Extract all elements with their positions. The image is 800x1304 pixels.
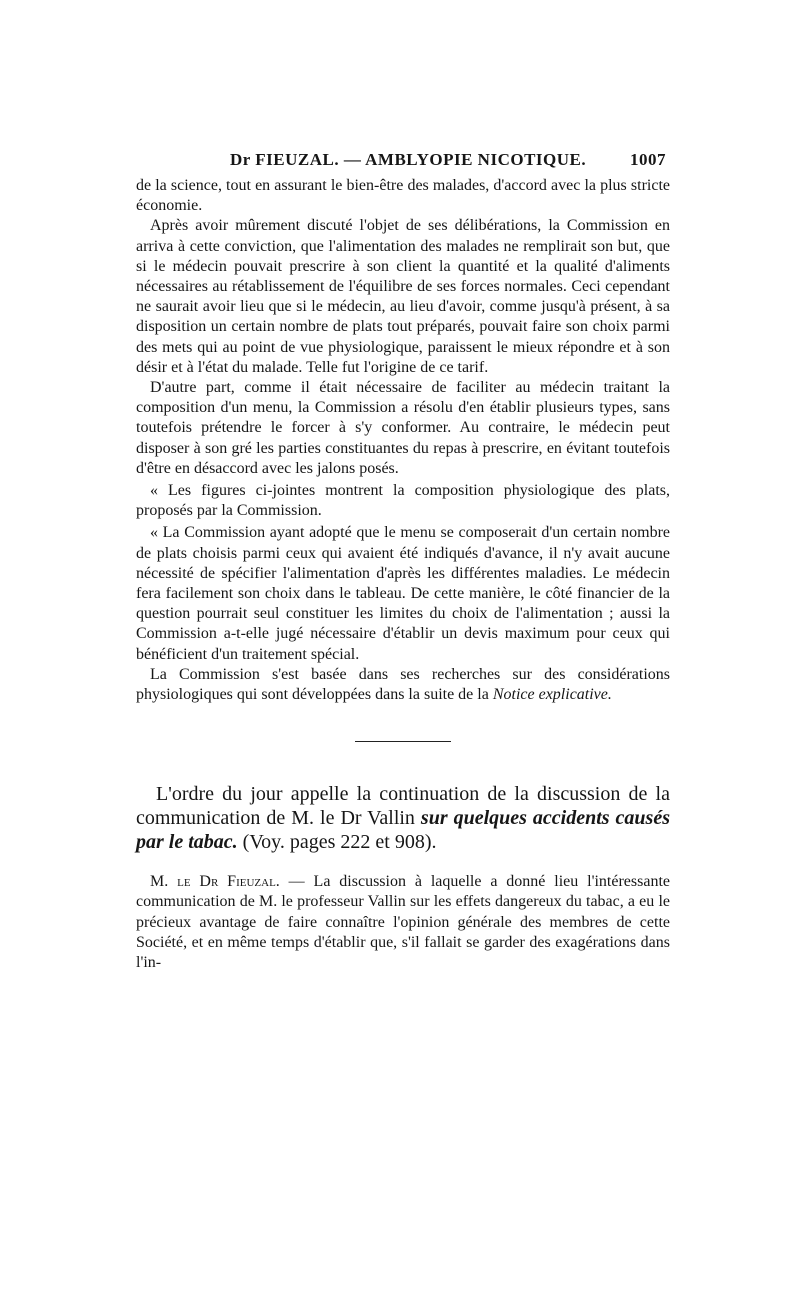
- document-page: [136, 150, 670, 973]
- speaker-name: M. le Dr Fieuzal.: [150, 873, 280, 891]
- running-header: [136, 150, 670, 176]
- paragraph: « La Commission ayant adopté que le menu se composerait d'un certain nombre de plats choisis parmi ceux qui avaient été indiqués d'avance, il n'y avait aucune nécessité de spécifier l'alimentation d'après les différentes maladies. Le médecin fera facilement son choix dans le tableau. De cette manière, le côté financier de la question pourrait seul constituer les limites du choix de l'alimentation ; aussi la Commission a-t-elle jugé nécessaire d'établir un devis maximum pour ceux qui bénéficient d'un traitement spécial.: [136, 524, 670, 663]
- running-title: Dr FIEUZAL. — AMBLYOPIE NICOTIQUE.: [230, 150, 587, 169]
- notice-title: Notice explicative.: [492, 686, 612, 704]
- page-number: 1007: [630, 150, 666, 169]
- agenda-text: L'ordre du jour appelle la continuation de la discussion de la communication de M. le Dr Vallin: [136, 783, 670, 830]
- section-divider: [355, 741, 451, 742]
- paragraph: [136, 665, 670, 705]
- paragraph: de la science, tout en assurant le bien-être des malades, d'accord avec la plus stricte économie.: [136, 177, 670, 215]
- agenda-topic: sur quelques accidents causés par le tabac.: [136, 807, 670, 854]
- paragraph: D'autre part, comme il était nécessaire de faciliter au médecin traitant la composition d'un menu, la Commission a résolu d'en établir plusieurs types, sans toutefois prétendre le forcer à s'y conformer. Au contraire, le médecin peut disposer à son gré les parties constituantes du repas à prescrire, en évitant toutefois d'être en désaccord avec les jalons posés.: [136, 379, 670, 477]
- paragraph: Après avoir mûrement discuté l'objet de ses délibérations, la Commission en arriva à cette conviction, que l'alimentation des malades ne remplirait son but, que si le médecin pouvait prescrire à son client la quantité et la qualité d'aliments nécessaires au rétablissement de l'équilibre de ses forces normales. Ceci cependant ne saurait avoir lieu que si le médecin, au lieu d'avoir, comme jusqu'à présent, à sa disposition un certain nombre de plats tout préparés, pouvait faire son choix parmi des mets qui au point de vue physiologique, paraissent le mieux répondre et à son désir et à l'état du malade. Telle fut l'origine de ce tarif.: [136, 217, 670, 376]
- paragraph-text: La Commission s'est basée dans ses recherches sur des considérations physiologiques qui sont développées dans la suite de la: [136, 665, 670, 704]
- paragraph: « Les figures ci-jointes montrent la composition physiologique des plats, proposés par la Commission.: [136, 482, 670, 520]
- agenda-reference: (Voy. pages 222 et 908).: [242, 831, 437, 854]
- speech-paragraph: [136, 872, 670, 973]
- speech-text: — La discussion à laquelle a donné lieu l'intéressante communication de M. le professeur Vallin sur les effets dangereux du tabac, a eu le précieux avantage de faire connaître l'opinion générale des membres de cette Société, et en même temps d'établir que, s'il fallait se garder des exagérations dans l'in-: [136, 873, 670, 972]
- agenda-heading: [136, 782, 670, 854]
